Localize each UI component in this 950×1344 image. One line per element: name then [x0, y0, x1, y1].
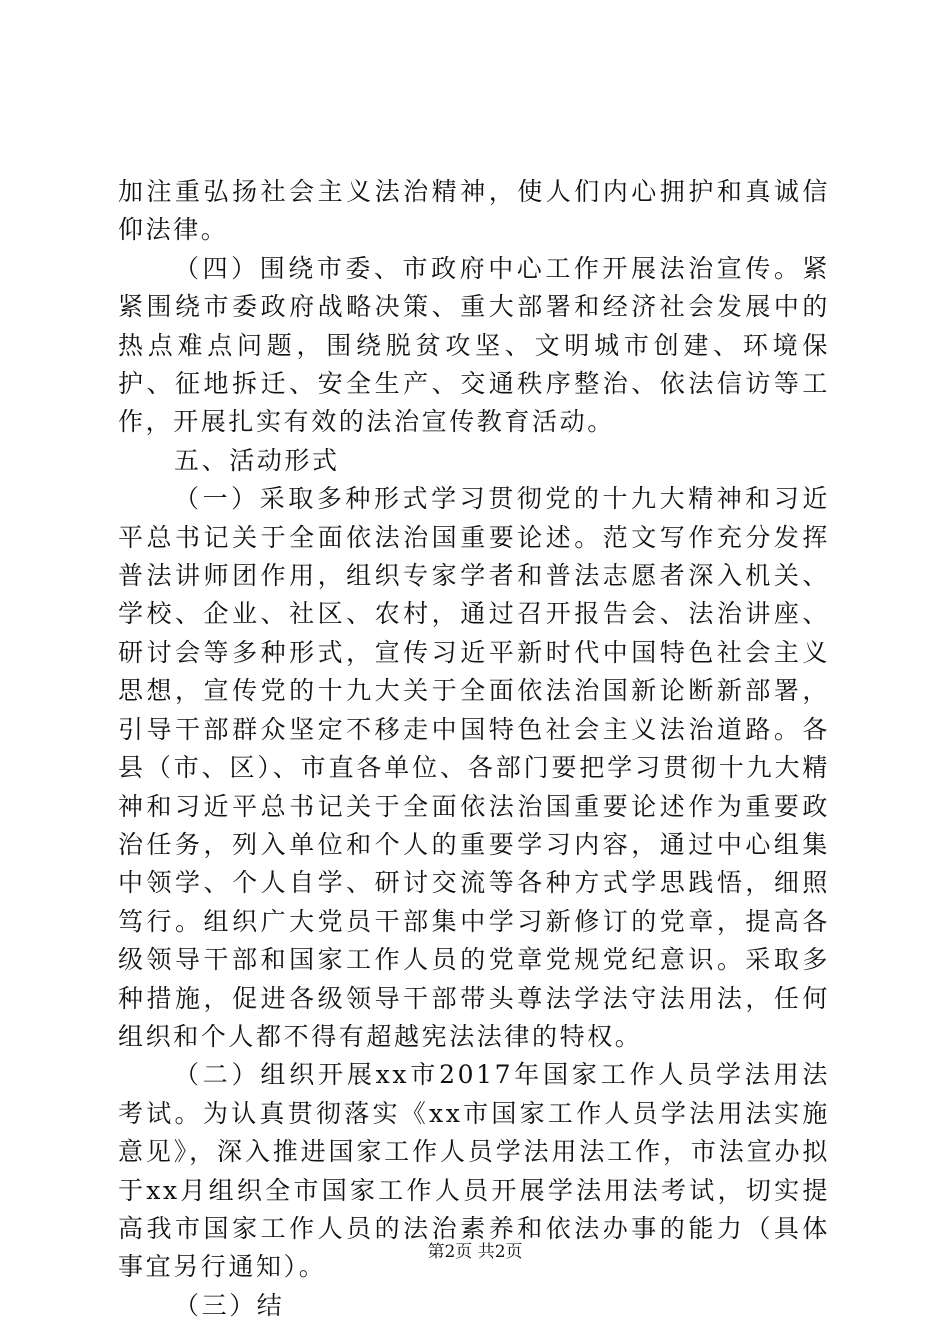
paragraph-continuation: 加注重弘扬社会主义法治精神，使人们内心拥护和真诚信仰法律。: [118, 177, 830, 245]
section-heading-activity-forms: 五、活动形式: [174, 445, 340, 475]
paragraph-item-two: （二）组织开展xx市2017年国家工作人员学法用法考试。为认真贯彻落实《xx市国家工作人员学法用法实施意见》，深入推进国家工作人员学法用法工作，市法宣办拟于xx月组织全市国家工作人员开展学法用法考试，切实提高我市国家工作人员的法治素养和依法办事的能力（具体事宜另行通知）。: [118, 1060, 830, 1282]
paragraph-item-one: （一）采取多种形式学习贯彻党的十九大精神和习近平总书记关于全面依法治国重要论述。范文写作充分发挥普法讲师团作用，组织专家学者和普法志愿者深入机关、学校、企业、社区、农村，通过召开报告会、法治讲座、研讨会等多种形式，宣传习近平新时代中国特色社会主义思想，宣传党的十九大关于全面依法治国新论断新部署，引导干部群众坚定不移走中国特色社会主义法治道路。各县（市、区）、市直各单位、各部门要把学习贯彻十九大精神和习近平总书记关于全面依法治国重要论述作为重要政治任务，列入单位和个人的重要学习内容，通过中心组集中领学、个人自学、研讨交流等各种方式学思践悟，细照笃行。组织广大党员干部集中学习新修订的党章，提高各级领导干部和国家工作人员的党章党规党纪意识。采取多种措施，促进各级领导干部带头尊法学法守法用法，任何组织和个人都不得有超越宪法法律的特权。: [118, 484, 830, 1051]
document-body: [118, 173, 830, 1325]
page-number-footer: 第2页 共2页: [427, 1242, 523, 1262]
paragraph-section-four: （四）围绕市委、市政府中心工作开展法治宣传。紧紧围绕市委政府战略决策、重大部署和经济社会发展中的热点难点问题，围绕脱贫攻坚、文明城市创建、环境保护、征地拆迁、安全生产、交通秩序整治、依法信访等工作，开展扎实有效的法治宣传教育活动。: [118, 253, 830, 437]
paragraph-item-three: （三）结: [174, 1290, 285, 1320]
